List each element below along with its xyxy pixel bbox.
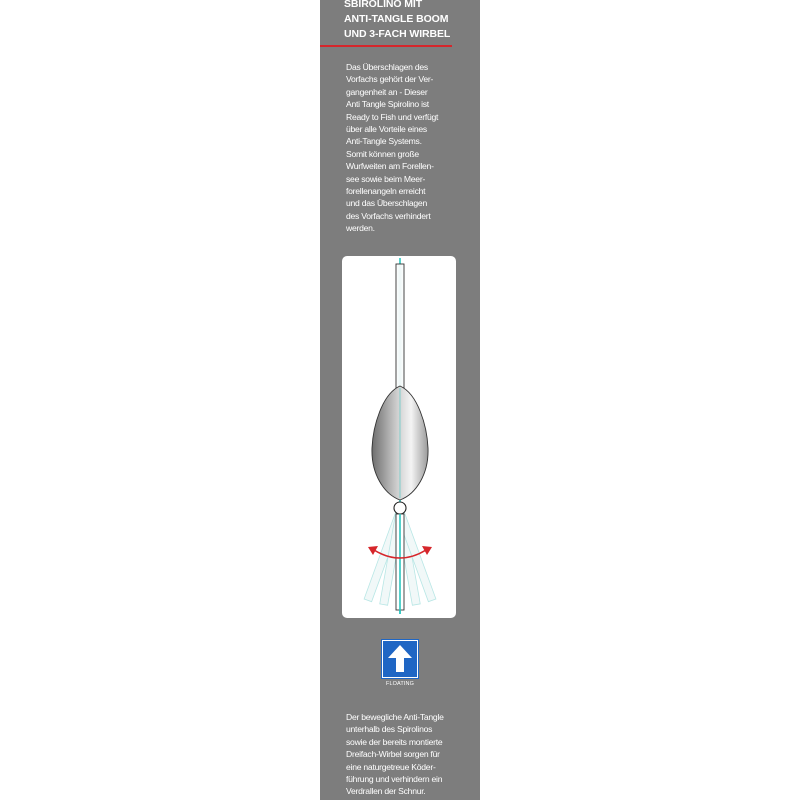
text-line: Anti Tangle Spirolino ist <box>346 99 429 110</box>
intro-paragraph <box>346 61 472 235</box>
title-line: SBIROLINO MIT <box>344 0 423 10</box>
spirolino-illustration <box>342 256 456 618</box>
text-line: über alle Vorteile eines <box>346 124 427 135</box>
floating-badge <box>382 640 418 678</box>
text-line: Das Überschlagen des <box>346 62 428 72</box>
text-line: Verdrallen der Schnur. <box>346 786 426 797</box>
text-line: Vorfachs gehört der Ver- <box>346 74 434 85</box>
text-line: führung und verhindern ein <box>346 774 443 785</box>
text-line: Dreifach-Wirbel sorgen für <box>346 749 440 760</box>
title-line: ANTI-TANGLE BOOM <box>344 13 449 25</box>
text-line: gangenheit an - Dieser <box>346 86 428 97</box>
swivel-ring <box>394 502 406 514</box>
text-line: Anti-Tangle Systems. <box>346 136 422 147</box>
spirolino-tube <box>396 264 404 388</box>
text-line: Der bewegliche Anti-Tangle <box>346 712 444 722</box>
text-line: Somit können große <box>346 148 419 159</box>
floating-label: FLOATING <box>386 681 414 687</box>
outro-paragraph <box>346 711 472 798</box>
text-line: Ready to Fish und verfügt <box>346 111 439 122</box>
title-line: UND 3-FACH WIRBEL <box>344 28 451 40</box>
text-line: und das Überschlagen <box>346 198 427 209</box>
product-info-panel <box>320 0 480 800</box>
text-line: des Vorfachs verhindert <box>346 210 431 221</box>
text-line: eine naturgetreue Köder- <box>346 761 436 772</box>
product-title <box>344 0 478 42</box>
spirolino-diagram <box>342 256 456 618</box>
text-line: forellenangeln erreicht <box>346 186 426 197</box>
text-line: unterhalb des Spirolinos <box>346 724 433 735</box>
text-line: werden. <box>346 223 375 234</box>
text-line: sowie der bereits montierte <box>346 736 443 747</box>
arrow-up-icon <box>383 641 417 677</box>
title-underline <box>320 45 452 47</box>
text-line: see sowie beim Meer- <box>346 173 426 184</box>
text-line: Wurfweiten am Forellen- <box>346 161 434 172</box>
